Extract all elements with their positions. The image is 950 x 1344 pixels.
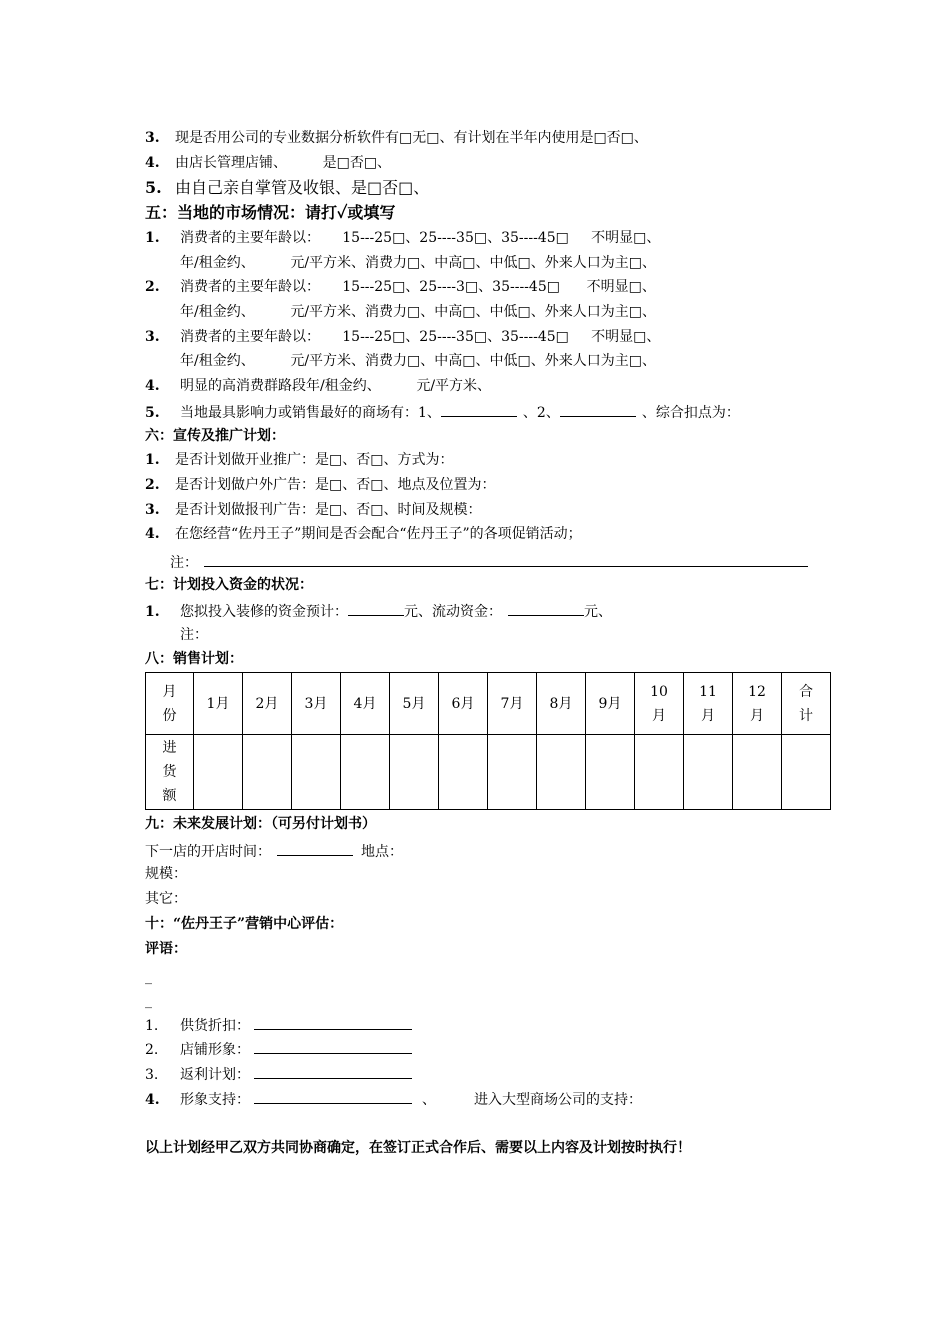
s5-item-2-line1: 2. 消费者的主要年龄以： 15---25□、25----3□、35----45□ 不明显□、	[145, 279, 656, 295]
scale-line: 规模：	[145, 866, 187, 882]
sales-plan-table	[145, 672, 831, 810]
total-cell: 合 计	[782, 673, 831, 735]
month-cell-8: 8月	[537, 673, 586, 735]
purchase-cell-8[interactable]	[537, 735, 586, 810]
sales-table-data-row	[146, 735, 831, 810]
comment-dash-1: _	[145, 969, 152, 985]
month-cell-9: 9月	[586, 673, 635, 735]
other-line: 其它：	[145, 891, 187, 907]
s6-item-4: 4. 在您经营“佐丹王子”期间是否会配合“佐丹王子”的各项促销活动；	[145, 526, 582, 542]
purchase-cell-4[interactable]	[341, 735, 390, 810]
s6-item-1: 1. 是否计划做开业推广：是□、否□、方式为：	[145, 452, 454, 468]
next-store-time-blank[interactable]	[277, 841, 353, 856]
eval-item-2: 2. 店铺形象：	[145, 1039, 412, 1059]
working-capital-blank[interactable]	[508, 601, 584, 616]
purchase-amount-label-cell: 进 货 额	[146, 735, 194, 810]
s6-note-blank[interactable]	[204, 552, 808, 567]
decoration-budget-blank[interactable]	[348, 601, 404, 616]
purchase-cell-3[interactable]	[292, 735, 341, 810]
month-cell-7: 7月	[488, 673, 537, 735]
s6-note: 注：	[170, 552, 808, 572]
s5-item-4: 4. 明显的高消费群路段年/租金约、 元/平方米、	[145, 378, 492, 394]
store-image-blank[interactable]	[254, 1039, 412, 1054]
s5-item-5: 5. 当地最具影响力或销售最好的商场有：1、 、2、 、综合扣点为：	[145, 402, 740, 422]
purchase-cell-5[interactable]	[390, 735, 439, 810]
mall-1-blank[interactable]	[441, 402, 517, 417]
month-cell-12: 12 月	[733, 673, 782, 735]
image-support-blank[interactable]	[254, 1089, 412, 1104]
eval-item-3: 3. 返利计划：	[145, 1064, 412, 1084]
month-cell-3: 3月	[292, 673, 341, 735]
month-cell-5: 5月	[390, 673, 439, 735]
intro-item-5: 5. 由自己亲自掌管及收银、是□否□、	[145, 178, 430, 197]
rebate-plan-blank[interactable]	[254, 1064, 412, 1079]
month-cell-11: 11 月	[684, 673, 733, 735]
s5-item-2-line2: 年/租金约、 元/平方米、消费力□、中高□、中低□、外来人口为主□、	[180, 304, 656, 320]
s5-item-3-line1: 3. 消费者的主要年龄以： 15---25□、25----35□、35----45□ 不明显□、	[145, 329, 661, 345]
month-cell-1: 1月	[194, 673, 243, 735]
s5-item-1-line1: 1. 消费者的主要年龄以： 15---25□、25----35□、35----45□ 不明显□、	[145, 230, 661, 246]
purchase-cell-1[interactable]	[194, 735, 243, 810]
intro-item-4: 4. 由店长管理店铺、 是□否□、	[145, 155, 392, 171]
section-8-title: 八：销售计划：	[145, 651, 243, 667]
sales-table-header-row	[146, 673, 831, 735]
s5-item-3-line2: 年/租金约、 元/平方米、消费力□、中高□、中低□、外来人口为主□、	[180, 353, 656, 369]
purchase-cell-9[interactable]	[586, 735, 635, 810]
section-7-title: 七：计划投入资金的状况：	[145, 577, 313, 593]
purchase-cell-total[interactable]	[782, 735, 831, 810]
month-cell-2: 2月	[243, 673, 292, 735]
supply-discount-blank[interactable]	[254, 1015, 412, 1030]
purchase-cell-7[interactable]	[488, 735, 537, 810]
eval-item-1: 1. 供货折扣：	[145, 1015, 412, 1035]
purchase-cell-6[interactable]	[439, 735, 488, 810]
eval-item-4: 4. 形象支持： 、 进入大型商场公司的支持：	[145, 1089, 642, 1109]
s6-item-3: 3. 是否计划做报刊广告：是□、否□、时间及规模：	[145, 502, 482, 518]
purchase-cell-10[interactable]	[635, 735, 684, 810]
s7-note: 注：	[180, 627, 208, 643]
month-cell-10: 10 月	[635, 673, 684, 735]
purchase-cell-11[interactable]	[684, 735, 733, 810]
footer-statement: 以上计划经甲乙双方共同协商确定，在签订正式合作后、需要以上内容及计划按时执行！	[145, 1140, 691, 1156]
month-cell-4: 4月	[341, 673, 390, 735]
purchase-cell-2[interactable]	[243, 735, 292, 810]
next-store-line: 下一店的开店时间： 地点：	[145, 841, 403, 861]
comment-dash-2: _	[145, 993, 152, 1009]
month-header-cell: 月 份	[146, 673, 194, 735]
month-cell-6: 6月	[439, 673, 488, 735]
s5-item-1-line2: 年/租金约、 元/平方米、消费力□、中高□、中低□、外来人口为主□、	[180, 255, 656, 271]
section-6-title: 六：宣传及推广计划：	[145, 428, 285, 444]
intro-item-3: 3. 现是否用公司的专业数据分析软件有□无□、有计划在半年内使用是□否□、	[145, 130, 648, 146]
s6-item-2: 2. 是否计划做户外广告：是□、否□、地点及位置为：	[145, 477, 496, 493]
comment-label: 评语：	[145, 941, 187, 957]
s7-item-1: 1. 您拟投入装修的资金预计： 元、流动资金： 元、	[145, 601, 612, 621]
section-9-title: 九：未来发展计划：（可另付计划书）	[145, 816, 376, 832]
mall-2-blank[interactable]	[560, 402, 636, 417]
section-5-title: 五：当地的市场情况：请打✓或填写	[145, 203, 396, 222]
purchase-cell-12[interactable]	[733, 735, 782, 810]
section-10-title: 十：“佐丹王子”营销中心评估：	[145, 916, 344, 932]
